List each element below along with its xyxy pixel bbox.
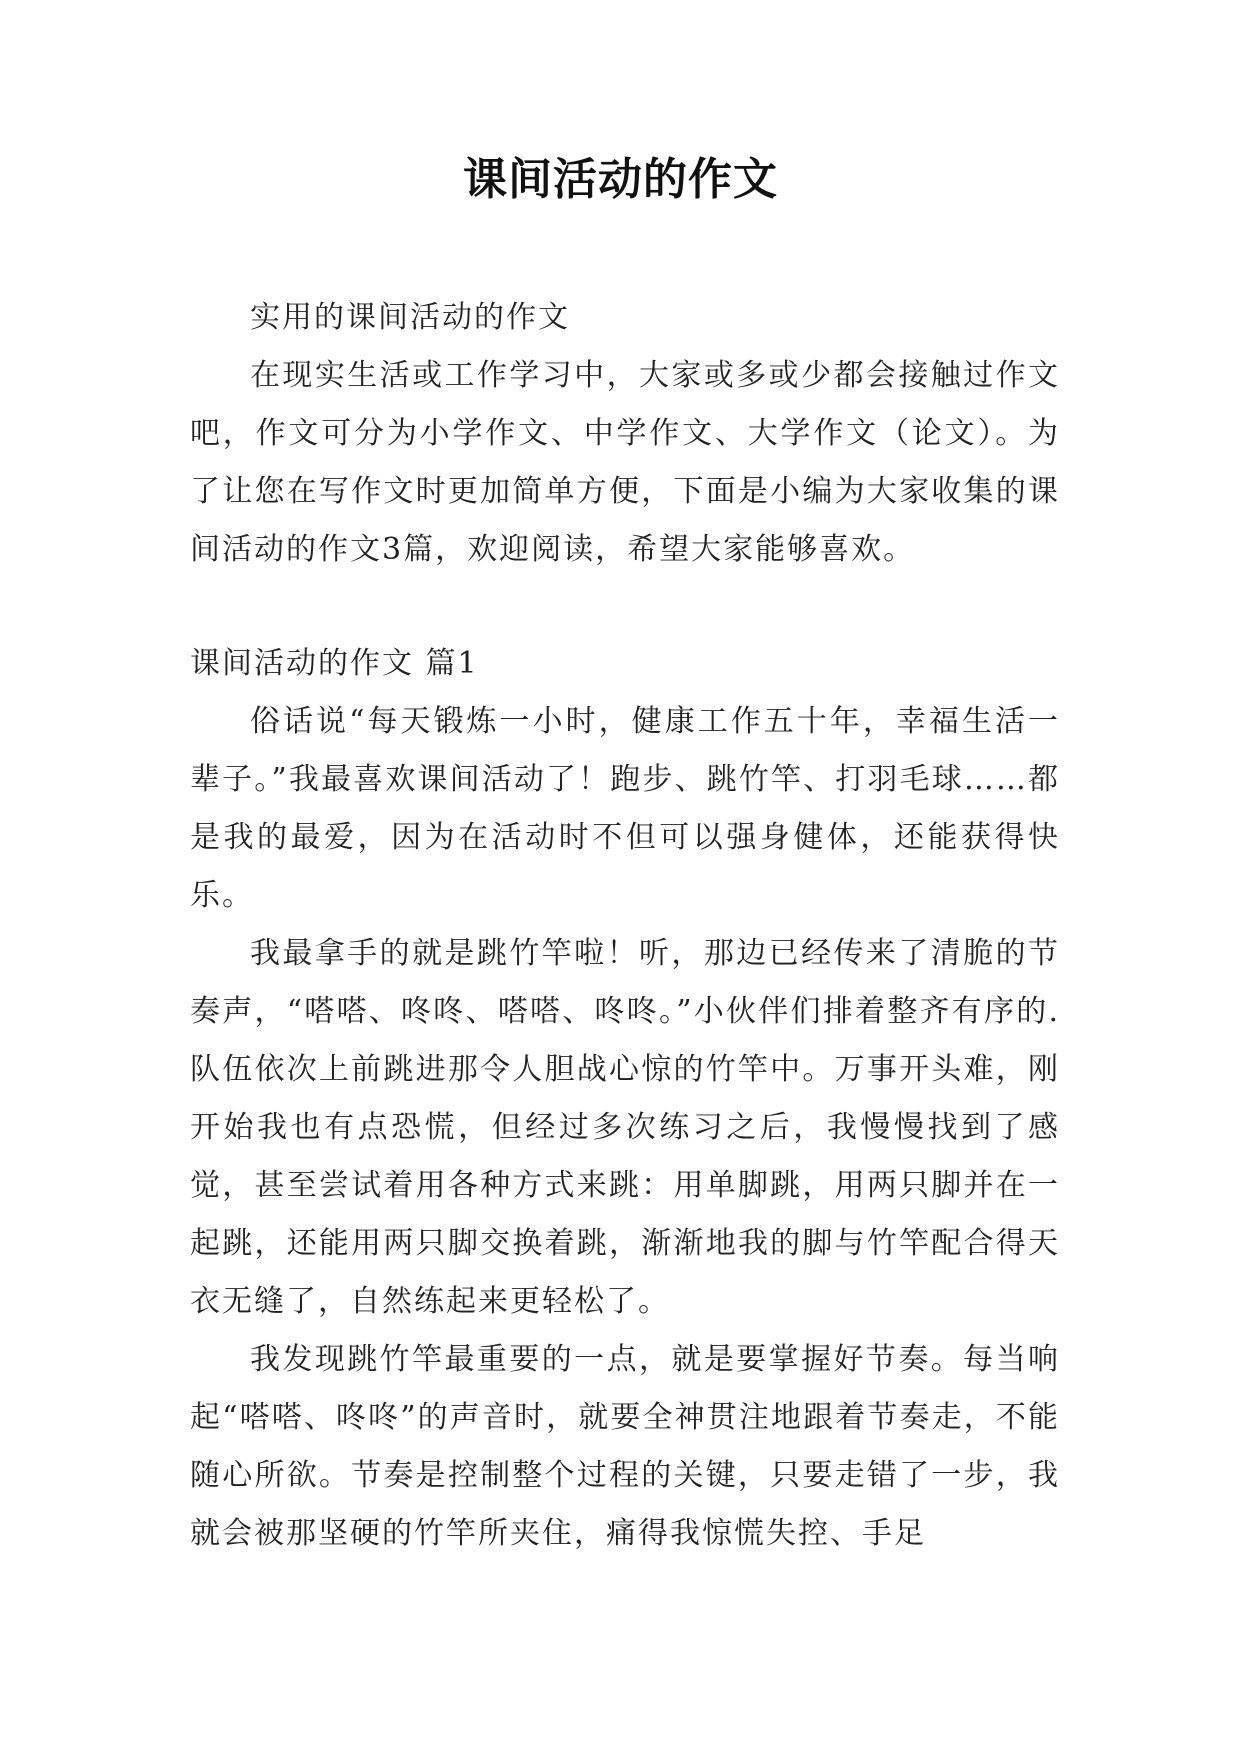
section-heading: 课间活动的作文 篇1 [190, 646, 479, 681]
section-paragraph: 我最拿手的就是跳竹竿啦！听，那边已经传来了清脆的节奏声，“嗒嗒、咚咚、嗒嗒、咚咚。”小伙伴们排着整齐有序的.队伍依次上前跳进那令人胆战心惊的竹竿中。万事开头难，刚开始我也有点恐慌，但经过多次练习之后，我慢慢找到了感觉，甚至尝试着用各种方式来跳：用单脚跳，用两只脚并在一起跳，还能用两只脚交换着跳，渐渐地我的脚与竹竿配合得天衣无缝了，自然练起来更轻松了。 [190, 936, 1060, 1319]
document-title: 课间活动的作文 [463, 154, 778, 205]
intro-paragraph: 在现实生活或工作学习中，大家或多或少都会接触过作文吧，作文可分为小学作文、中学作文、大学作文（论文）。为了让您在写作文时更加简单方便，下面是小编为大家收集的课间活动的作文3篇，欢迎阅读，希望大家能够喜欢。 [190, 358, 1060, 567]
section-paragraph: 我发现跳竹竿最重要的一点，就是要掌握好节奏。每当响起“嗒嗒、咚咚”的声音时，就要全神贯注地跟着节奏走，不能随心所欲。节奏是控制整个过程的关键，只要走错了一步，我就会被那坚硬的竹竿所夹住，痛得我惊慌失控、手足 [190, 1342, 1060, 1551]
document-subtitle: 实用的课间活动的作文 [250, 300, 570, 335]
document-body [190, 289, 1060, 1563]
section-paragraph: 俗话说“每天锻炼一小时，健康工作五十年，幸福生活一辈子。”我最喜欢课间活动了！跑步、跳竹竿、打羽毛球……都是我的最爱，因为在活动时不但可以强身健体，还能获得快乐。 [190, 704, 1060, 913]
